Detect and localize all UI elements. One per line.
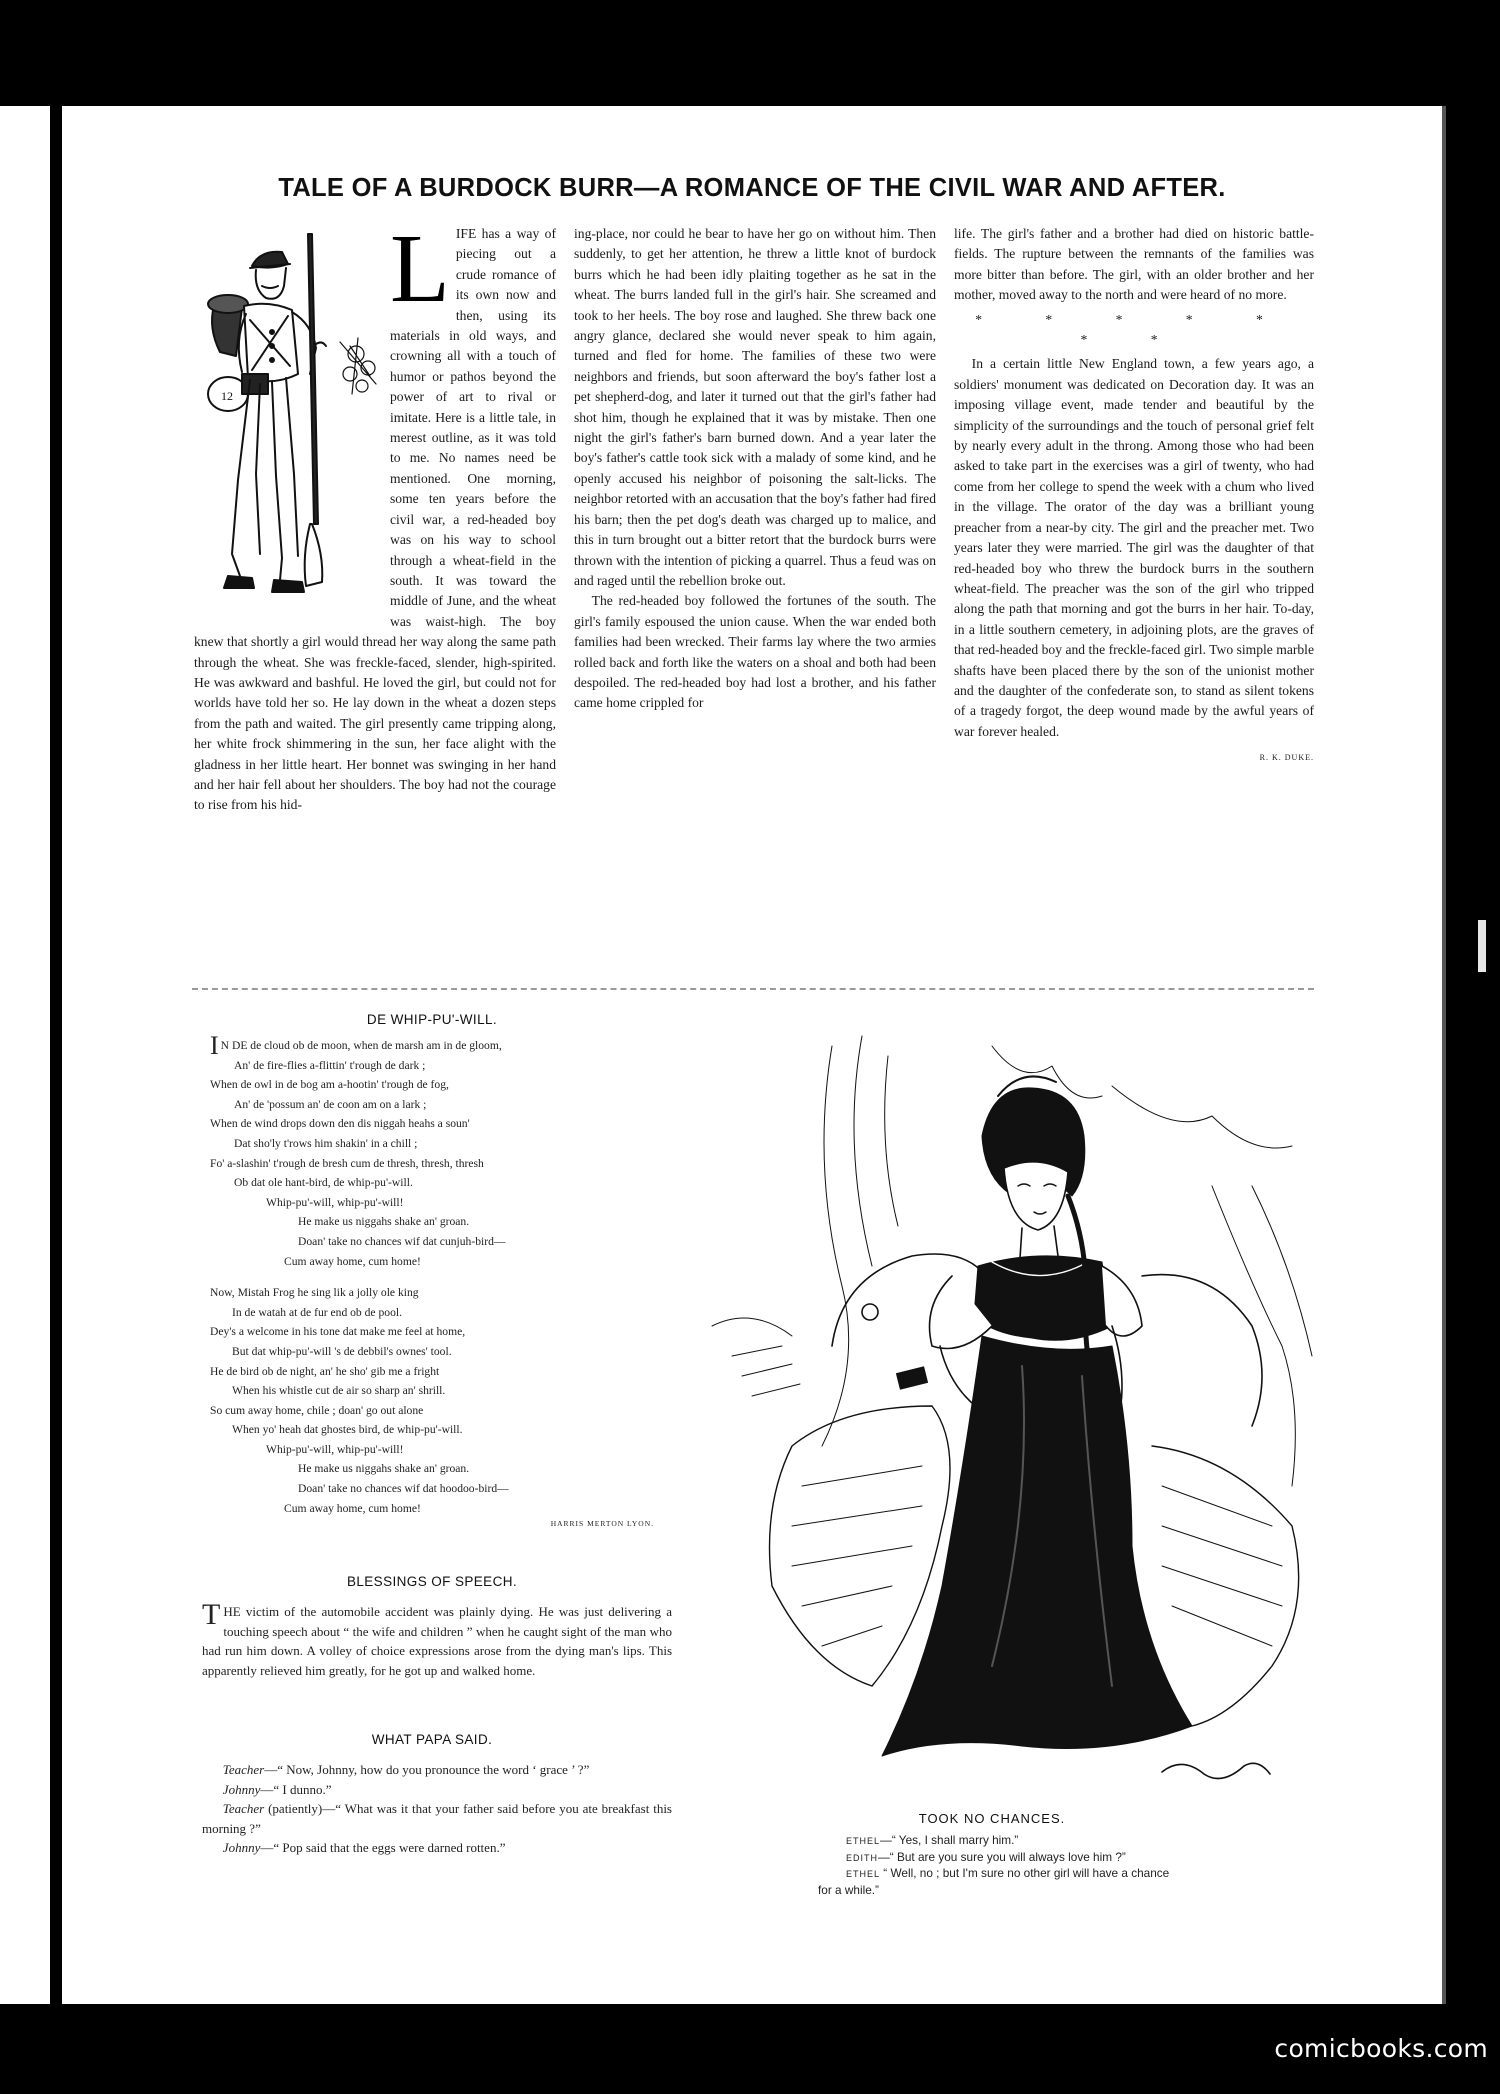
poem-drop-cap: I <box>210 1031 219 1060</box>
poem-line: Dat sho'ly t'rows him shakin' in a chill ; <box>234 1136 418 1150</box>
poem-body <box>210 1031 680 1530</box>
magazine-page <box>62 106 1442 2004</box>
scan-left-page-edge <box>0 106 56 2004</box>
story-paragraph: In a certain little New England town, a few years ago, a soldiers' monument was dedicated on Decoration day. It was an imposing village event, made tender and beautiful by the simplicity of the surroundings and the touch of personal grief felt by nearly every adult in the throng. Among those who had been asked to take part in the exercises was a girl of twenty, who had come from her college to spend the week with a chum who lived in the village. The orator of the day was a brilliant young preacher from a near-by city. The girl and the preacher met. Two years later they were married. The girl was the daughter of that red-headed boy who threw the burdock burrs in the southern wheat-field. The preacher was the son of the girl who tripped along the path that morning and got the burrs in her hair. To-day, in a little southern cemetery, in adjoining plots, are the graves of that red-headed boy and the freckle-faced girl. Two simple marble shafts have been placed there by the son of the unionist mother and the daughter of the confederate son, to stand as silent tokens of a tragedy forgot, the deep wound made by the awful years of war forever healed. <box>954 356 1314 739</box>
story-paragraph: life. The girl's father and a brother had died on historic battle-fields. The rupture between the remnants of the families was more bitter than before. The girl, with an older brother and her mother, moved away to the north and were heard of no more. <box>954 226 1314 303</box>
poem-line: So cum away home, chile ; doan' go out alone <box>210 1403 424 1417</box>
caption-line: for a while.” <box>818 1882 879 1897</box>
story-column-1 <box>194 215 556 816</box>
poem-line: Cum away home, cum home! <box>284 1254 421 1268</box>
blessings-drop-cap: T <box>202 1598 221 1631</box>
dialogue-line: Johnny—“ Pop said that the eggs were darned rotten.” <box>222 1840 506 1855</box>
poem-line: Doan' take no chances wif dat cunjuh-bird— <box>298 1234 506 1248</box>
cartoon-caption <box>762 1833 1322 1898</box>
poem-line: An' de fire-flies a-flittin' t'rough de dark ; <box>234 1058 426 1072</box>
blessings-title: BLESSINGS OF SPEECH. <box>346 1574 518 1589</box>
poem-line: He make us niggahs shake an' groan. <box>298 1462 470 1476</box>
poem-line: But dat whip-pu'-will 's de debbil's ownes' tool. <box>232 1344 452 1358</box>
story-signature: R. K. DUKE. <box>1259 753 1314 763</box>
poem-line: Whip-pu'-will, whip-pu'-will! <box>266 1442 404 1456</box>
caption-line: ETHEL—“ Yes, I shall marry him.” <box>846 1833 1019 1847</box>
dialogue-line: Teacher—“ Now, Johnny, how do you pronounce the word ‘ grace ’ ?” <box>222 1762 590 1777</box>
cartoon-title: TOOK NO CHANCES. <box>918 1811 1066 1826</box>
svg-text:12: 12 <box>221 389 233 403</box>
dialogue-line: Johnny—“ I dunno.” <box>222 1781 332 1797</box>
story-drop-cap: L <box>390 215 450 323</box>
poem-line: He de bird ob de night, an' he sho' gib me a fright <box>210 1364 440 1378</box>
poem-line: Doan' take no chances wif dat hoodoo-bird— <box>298 1482 509 1496</box>
story-column-2 <box>574 224 936 714</box>
poem-line: Cum away home, cum home! <box>284 1501 421 1515</box>
poem-line: When his whistle cut de air so sharp an' shrill. <box>232 1384 446 1398</box>
edge-tab <box>1478 920 1486 972</box>
poem-signature: HARRIS MERTON LYON. <box>550 1519 654 1529</box>
poem-stanza-1 <box>210 1031 680 1271</box>
poem-line: An' de 'possum an' de coon am on a lark ; <box>234 1097 427 1111</box>
poem-line: When de owl in de bog am a-hootin' t'rough de fog, <box>210 1078 449 1092</box>
section-break-stars: * * * * * * * <box>975 311 1293 348</box>
poem-line: Now, Mistah Frog he sing lik a jolly ole king <box>210 1286 419 1300</box>
blessings-body <box>202 1598 672 1680</box>
poem-line: Fo' a-slashin' t'rough de bresh cum de thresh, thresh, thresh <box>210 1156 484 1170</box>
poem-line: Whip-pu'-will, whip-pu'-will! <box>266 1195 404 1209</box>
story-paragraph: ing-place, nor could he bear to have her go on without him. Then suddenly, to get her attention, he threw a little knot of burdock burrs which he had been idly plaiting together as he sat in the wheat. The burrs landed full in the girl's hair. She screamed and took to her heels. The boy rose and laughed. She threw back one angry glance, declared she would never speak to him again, turned and fled for home. The families of these two were neighbors and friends, but soon afterward the boy's father lost a pet shepherd-dog, and later it turned out that the girl's father had shot him, though he explained that it was by mistake. Then one night the girl's father's barn burned down. And a year later the boy's father's cattle took sick with a malady of some kind, and he openly accused his neighbor of poisoning the salt-licks. The neighbor retorted with an accusation that the boy's father had fired his barn; then the pet dog's death was charged up to malice, and this in turn brought out a bitter retort that the burdock burrs were thrown with the intention of picking a quarrel. Thus a feud was on and raged until the rebellion broke out. <box>574 226 936 588</box>
poem-line: In de watah at de fur end ob de pool. <box>232 1305 402 1319</box>
section-divider <box>192 988 1314 990</box>
site-watermark: comicbooks.com <box>1274 2034 1488 2063</box>
poem-title: DE WHIP-PU'-WILL. <box>366 1012 498 1027</box>
story-paragraph: The red-headed boy followed the fortunes of the south. The girl's family espoused the union cause. When the war ended both families had been wrecked. Their farms lay where the two armies rolled back and forth like the waters on a shoal and both had been despoiled. The red-headed boy had lost a brother, and his father came home crippled for <box>574 593 936 711</box>
poem-line: He make us niggahs shake an' groan. <box>298 1215 470 1229</box>
poem-stanza-2 <box>210 1283 680 1518</box>
seated-woman-illustration-icon <box>692 1026 1332 1906</box>
page-right-edge <box>1442 106 1446 2004</box>
poem-line: When yo' heah dat ghostes bird, de whip-pu'-will. <box>232 1423 463 1437</box>
poem-line: When de wind drops down den dis niggah heahs a soun' <box>210 1117 470 1131</box>
story-paragraph: IFE has a way of piecing out a crude romance of its own now and then, using its materials in old ways, and crowning all with a touch of humor or pathos beyond the power of art to rival or imitate. Here is a little tale, in merest outline, as it was told to me. No names need be mentioned. One morning, some ten years before the civil war, a red-headed boy was on his way to school through a wheat-field in the south. It was toward the middle of June, and the wheat was waist-high. The boy knew that shortly a girl would thread her way along the same path through the wheat. She was freckle-faced, slender, high-spirited. He was awkward and bashful. He loved the girl, but could not for worlds have told her so. He lay down in the wheat a dozen steps from the path and waited. The girl presently came tripping along, her white frock shimmering in the sun, her face alight with the gladness in her little heart. Her bonnet was swinging in her hand and her hair fell about her shoulders. The boy had not the courage to rise from his hid- <box>194 226 556 813</box>
poem-line: Ob dat ole hant-bird, de whip-pu'-will. <box>234 1176 413 1190</box>
poem-line: I N DE de cloud ob de moon, when de marsh am in de gloom, <box>210 1031 502 1060</box>
story-column-3 <box>954 224 1314 769</box>
dialogue-line: Teacher (patiently)—“ What was it that your father said before you ate breakfast this morning ?” <box>202 1801 672 1836</box>
page-headline: TALE OF A BURDOCK BURR—A ROMANCE OF THE CIVIL WAR AND AFTER. <box>278 174 1226 202</box>
binding-fold <box>50 106 62 2004</box>
poem-line: Dey's a welcome in his tone dat make me feel at home, <box>210 1325 466 1339</box>
papa-title: WHAT PAPA SAID. <box>371 1732 493 1747</box>
caption-line: ETHEL “ Well, no ; but I'm sure no other girl will have a chance <box>846 1866 1170 1881</box>
papa-dialogue <box>202 1760 672 1858</box>
caption-line: EDITH—“ But are you sure you will always love him ?” <box>846 1849 1126 1864</box>
soldier-illustration-icon <box>190 224 384 629</box>
blessings-paragraph: THE victim of the automobile accident was plainly dying. He was just delivering a touching speech about “ the wife and children ” when he caught sight of the man who had run him down. A volley of choice expressions arose from the dying man's lips. This apparently relieved him greatly, for he got up and walked home. <box>202 1598 672 1678</box>
